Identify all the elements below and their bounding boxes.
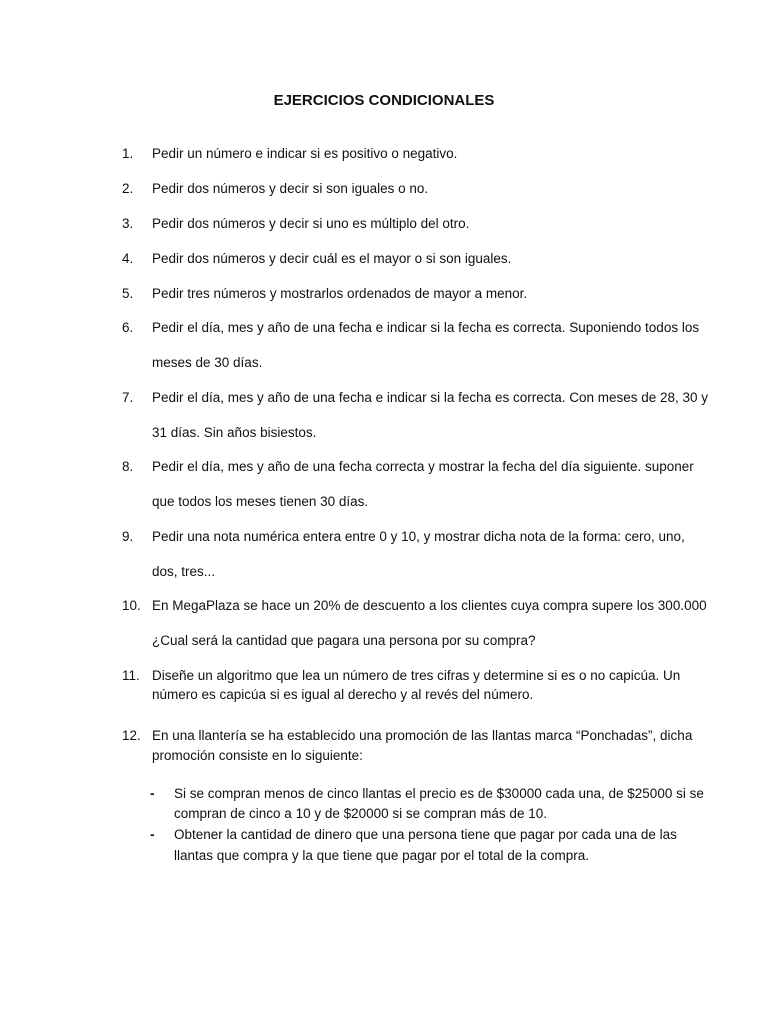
item-number: 5. xyxy=(122,286,134,301)
item-text: dos, tres... xyxy=(152,564,216,579)
item-number: 8. xyxy=(122,459,134,474)
item-text: Diseñe un algoritmo que lea un número de tres cifras y determine si es o no capicúa. Un xyxy=(152,668,681,683)
bullet-text: Obtener la cantidad de dinero que una persona tiene que pagar por cada una de las xyxy=(174,827,677,842)
item-text: Pedir tres números y mostrarlos ordenados de mayor a menor. xyxy=(152,286,528,301)
bullet-text: compran de cinco a 10 y de $20000 si se compran más de 10. xyxy=(174,806,547,821)
item-text: Pedir dos números y decir si uno es múltiplo del otro. xyxy=(152,216,470,231)
item-number: 12. xyxy=(122,728,141,743)
item-text: Pedir una nota numérica entera entre 0 y 10, y mostrar dicha nota de la forma: cero, uno, xyxy=(152,529,685,544)
item-text: Pedir el día, mes y año de una fecha correcta y mostrar la fecha del día siguiente. suponer xyxy=(152,459,694,474)
item-number: 6. xyxy=(122,320,134,335)
item-text: Pedir un número e indicar si es positivo o negativo. xyxy=(152,146,458,161)
item-text: En MegaPlaza se hace un 20% de descuento a los clientes cuya compra supere los 300.000 xyxy=(152,598,707,613)
item-text: ¿Cual será la cantidad que pagara una persona por su compra? xyxy=(152,633,536,648)
item-number: 1. xyxy=(122,146,134,161)
item-text: que todos los meses tienen 30 días. xyxy=(152,494,369,509)
item-text: promoción consiste en lo siguiente: xyxy=(152,748,363,763)
document-title: EJERCICIOS CONDICIONALES xyxy=(273,92,495,109)
item-text: Pedir el día, mes y año de una fecha e indicar si la fecha es correcta. Con meses de 28, 30 y xyxy=(152,390,709,405)
item-number: 9. xyxy=(122,529,134,544)
bullet-text: llantas que compra y la que tiene que pagar por el total de la compra. xyxy=(174,848,590,863)
item-text: Pedir el día, mes y año de una fecha e indicar si la fecha es correcta. Suponiendo todos los xyxy=(152,320,700,335)
item-number: 3. xyxy=(122,216,134,231)
item-number: 2. xyxy=(122,181,134,196)
item-text: meses de 30 días. xyxy=(152,355,263,370)
item-text: número es capicúa si es igual al derecho y al revés del número. xyxy=(152,687,534,702)
bullet-marker: - xyxy=(150,827,155,842)
item-text: En una llantería se ha establecido una promoción de las llantas marca “Ponchadas”, dicha xyxy=(152,728,693,743)
item-number: 7. xyxy=(122,390,134,405)
item-text: Pedir dos números y decir si son iguales o no. xyxy=(152,181,429,196)
item-number: 10. xyxy=(122,598,141,613)
item-text: 31 días. Sin años bisiestos. xyxy=(152,425,317,440)
item-text: Pedir dos números y decir cuál es el mayor o si son iguales. xyxy=(152,251,512,266)
bullet-marker: - xyxy=(150,786,155,801)
item-number: 11. xyxy=(122,668,140,683)
item-number: 4. xyxy=(122,251,134,266)
bullet-text: Si se compran menos de cinco llantas el precio es de $30000 cada una, de $25000 si se xyxy=(174,786,704,801)
